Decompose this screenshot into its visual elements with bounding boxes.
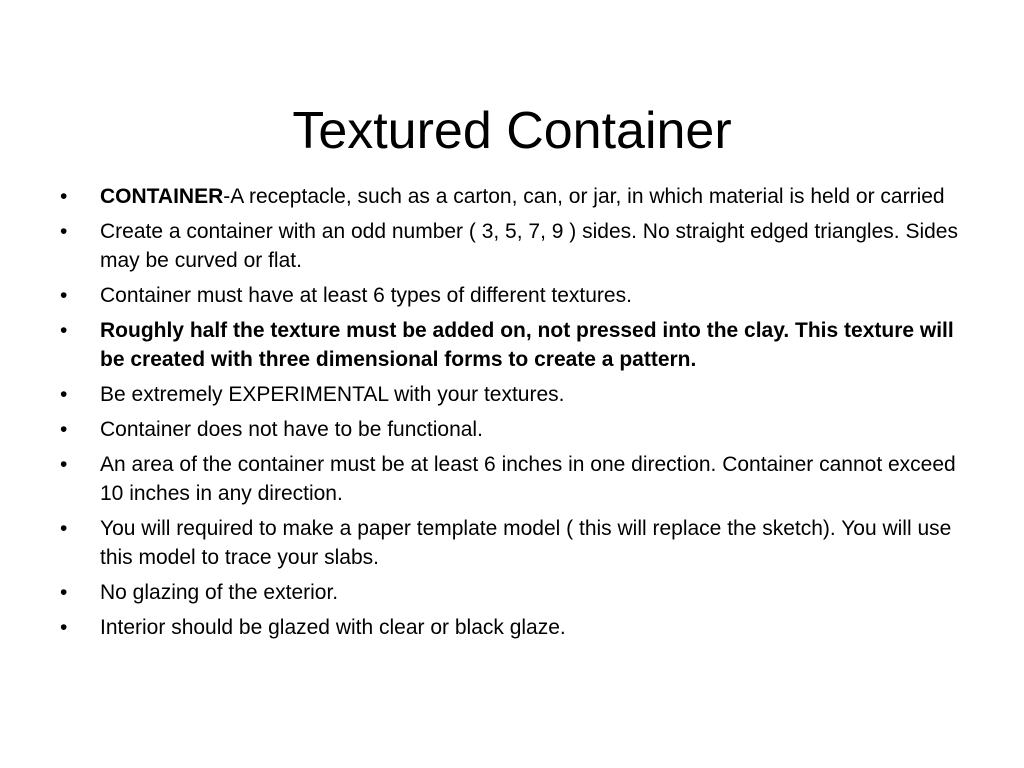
bullet-item: [60, 450, 960, 508]
bullet-item: [60, 415, 960, 444]
bullet-item: [60, 281, 960, 310]
bullet-text: -A receptacle, such as a carton, can, or jar, in which material is held or carried: [223, 185, 945, 208]
bullet-dot-icon: •: [60, 383, 68, 406]
bullet-text: Container does not have to be functional.: [100, 418, 483, 441]
slide-title: Textured Container: [292, 101, 732, 160]
bullet-dot-icon: •: [60, 581, 68, 604]
bullet-item: [60, 182, 960, 211]
bullet-text-bold: Roughly half the texture must be added on, not pressed into the clay. This texture will be created with three dimensional forms to create a pattern.: [100, 319, 954, 371]
bullet-item: [60, 380, 960, 409]
bullet-dot-icon: •: [60, 517, 68, 540]
bullet-item: [60, 514, 960, 572]
bullet-text: Interior should be glazed with clear or black glaze.: [100, 616, 566, 639]
bullet-dot-icon: •: [60, 453, 68, 476]
bullet-item: [60, 316, 960, 374]
bullet-text: Be extremely EXPERIMENTAL with your textures.: [100, 383, 565, 406]
bullet-item: [60, 578, 960, 607]
bullet-dot-icon: •: [60, 220, 68, 243]
bullet-term: CONTAINER: [100, 185, 224, 208]
bullet-list: [60, 182, 960, 648]
bullet-text: An area of the container must be at least 6 inches in one direction. Container cannot exceed 10 inches in any direction.: [100, 453, 956, 505]
bullet-item: [60, 613, 960, 642]
bullet-dot-icon: •: [60, 616, 68, 639]
bullet-text: No glazing of the exterior.: [100, 581, 339, 604]
bullet-dot-icon: •: [60, 185, 68, 208]
bullet-dot-icon: •: [60, 418, 68, 441]
bullet-dot-icon: •: [60, 319, 68, 342]
bullet-text: Container must have at least 6 types of different textures.: [100, 284, 632, 307]
bullet-text: Create a container with an odd number ( 3, 5, 7, 9 ) sides. No straight edged triangles. Sides may be curved or flat.: [100, 220, 958, 272]
bullet-dot-icon: •: [60, 284, 68, 307]
bullet-text: You will required to make a paper template model ( this will replace the sketch). You will use this model to trace your slabs.: [100, 517, 952, 569]
bullet-item: [60, 217, 960, 275]
